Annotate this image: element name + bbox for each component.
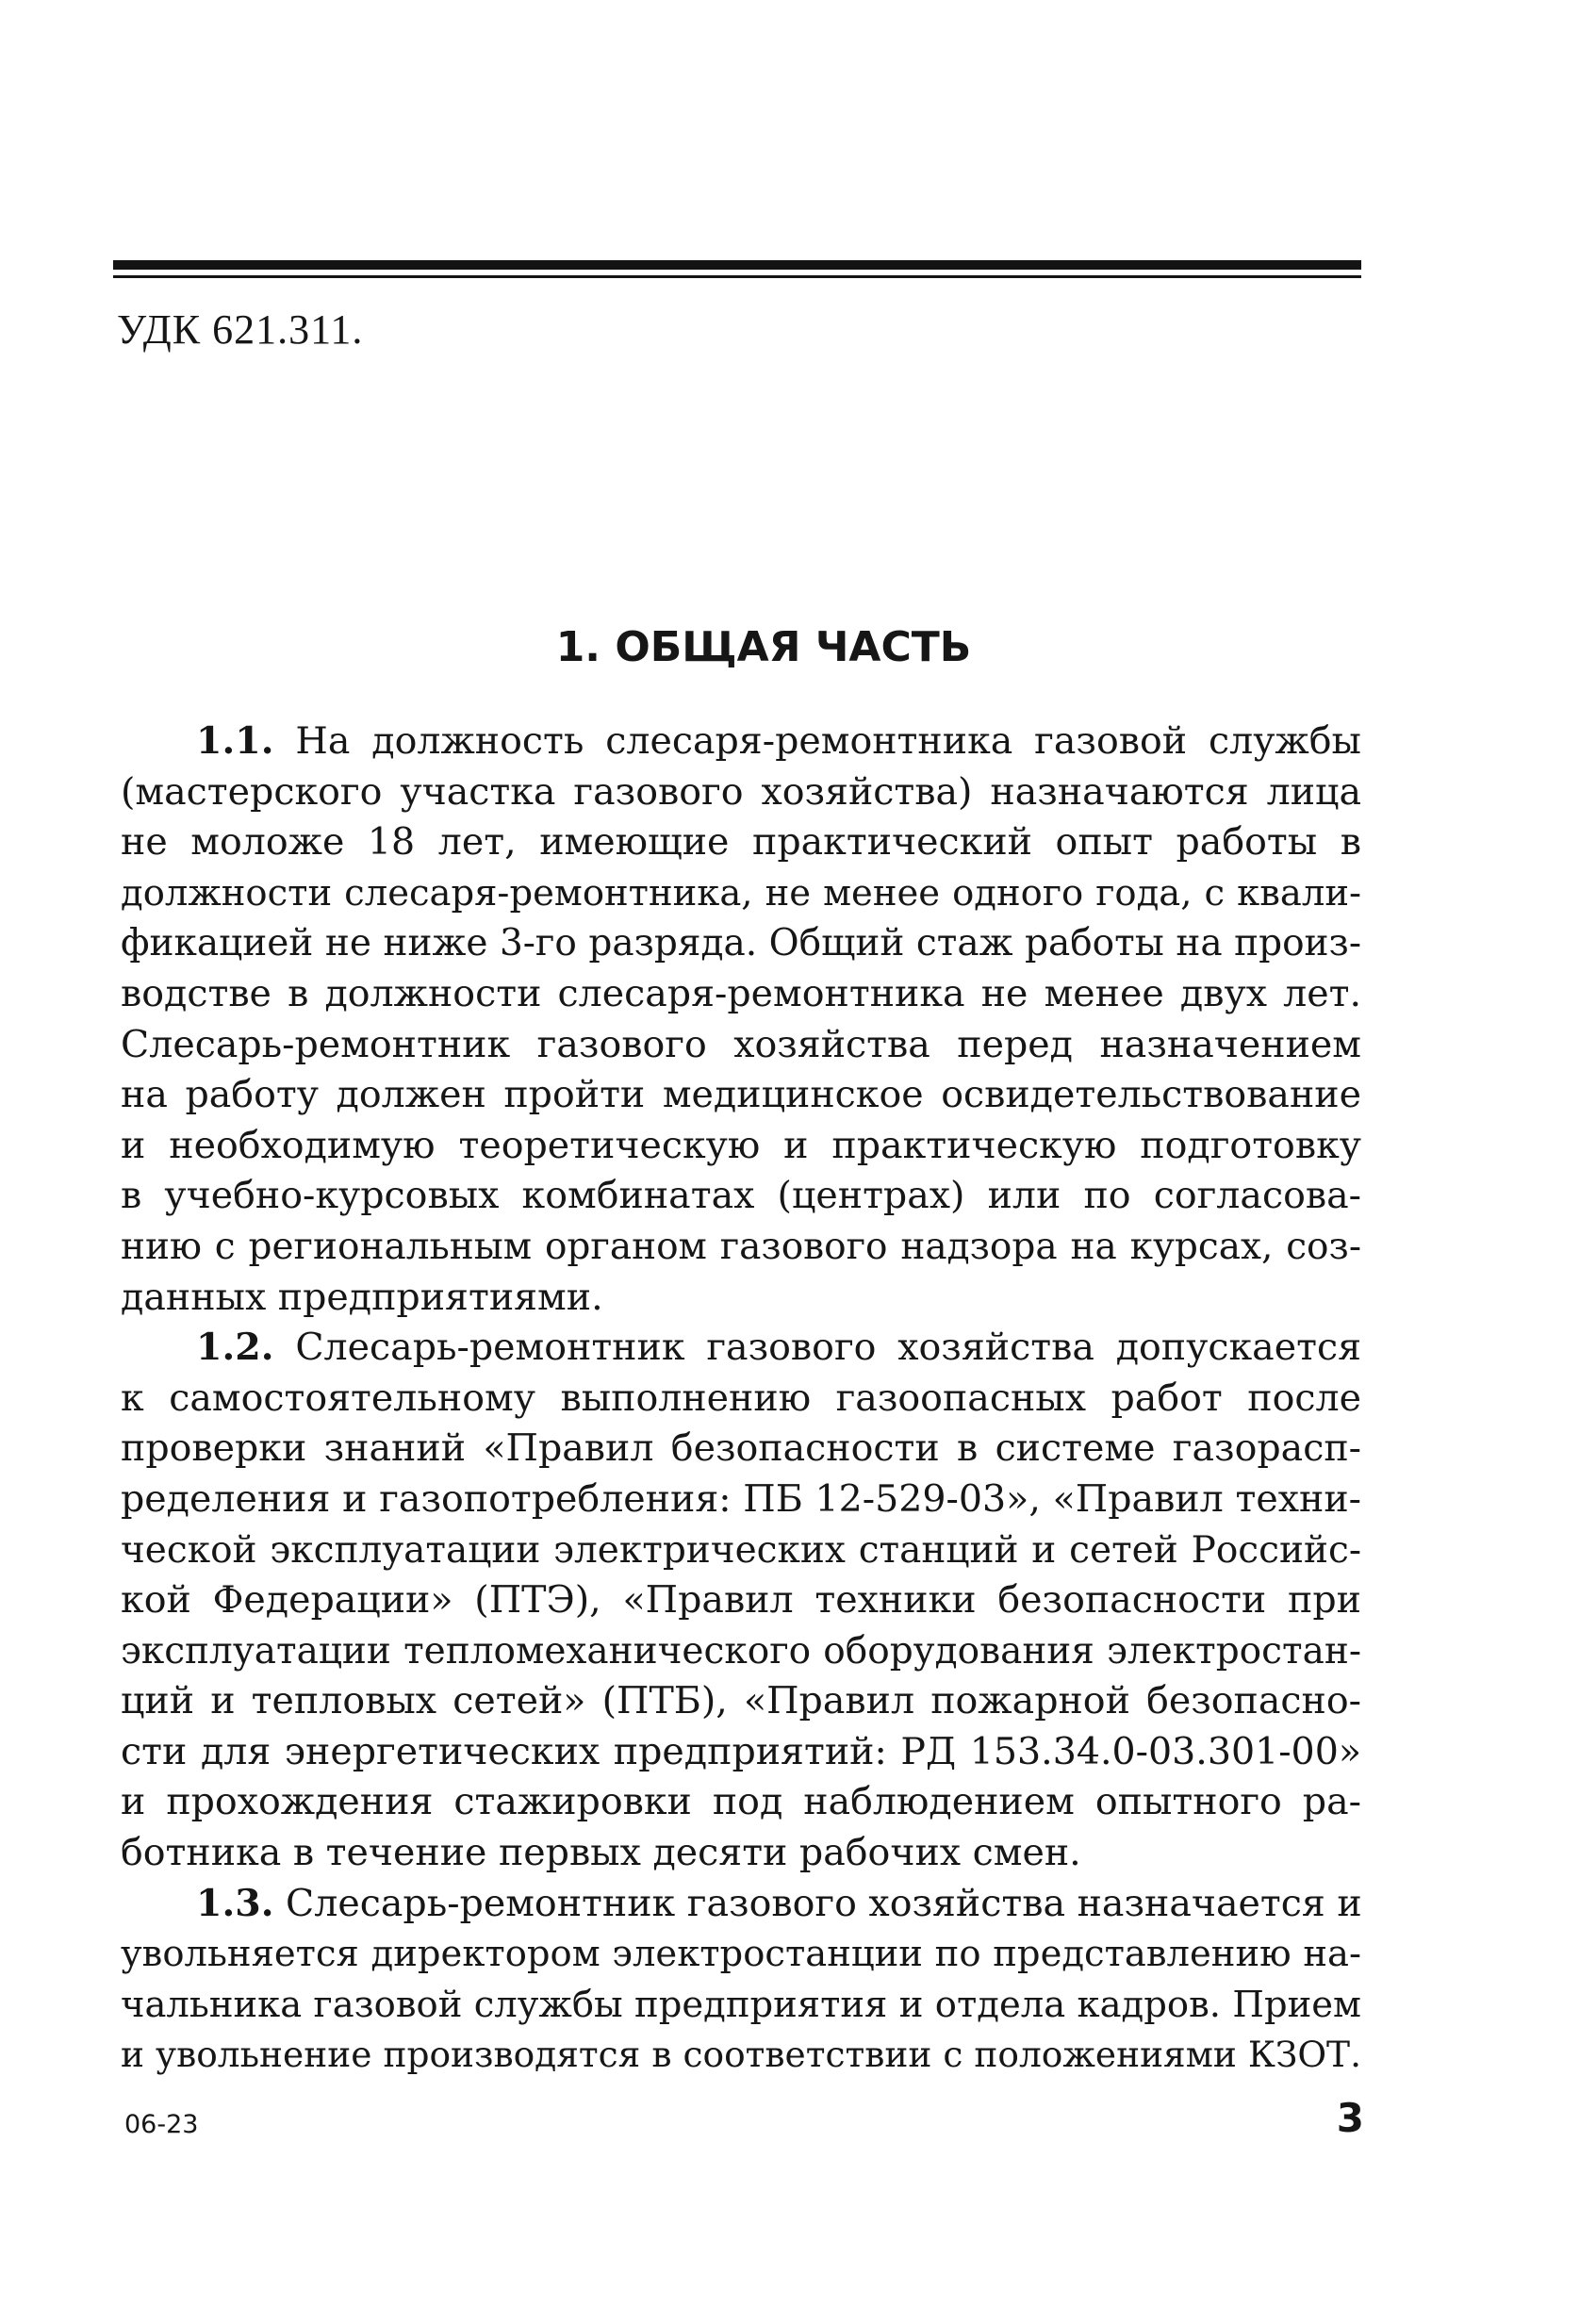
header-rule-thick: [113, 260, 1361, 270]
text-line: данных предприятиями.: [121, 1275, 603, 1319]
body-text: [121, 717, 1361, 2081]
paragraph-1-3: [121, 1879, 1361, 2081]
text-line: на работу должен пройти медицинское освидетельствование: [121, 1073, 1361, 1117]
paragraph-number: 1.3.: [196, 1881, 274, 1925]
paragraph-1-2: [121, 1323, 1361, 1879]
text-line: увольняется директором электростанции по представлению на-: [121, 1933, 1361, 1976]
text-line: 1.2. Слесарь-ремонтник газового хозяйства допускается: [196, 1326, 1361, 1370]
text-line: и прохождения стажировки под наблюдением опытного ра-: [121, 1780, 1361, 1824]
paragraph-1-1: [121, 717, 1361, 1323]
text-line: чальника газовой службы предприятия и отдела кадров. Прием: [121, 1983, 1361, 2026]
text-line: водстве в должности слесаря-ремонтника не менее двух лет.: [121, 971, 1361, 1015]
text-line: ботника в течение первых десяти рабочих смен.: [121, 1831, 1081, 1875]
text-line: (мастерского участка газового хозяйства) назначаются лица: [121, 769, 1361, 814]
text-line: ческой эксплуатации электрических станций и сетей Российс-: [121, 1528, 1361, 1572]
text-line: и увольнение производятся в соответствии с положениями КЗОТ.: [121, 2034, 1361, 2076]
header-rule-thin: [113, 275, 1361, 278]
paragraph-number: 1.1.: [196, 719, 274, 763]
text-line: и необходимую теоретическую и практическую подготовку: [121, 1123, 1361, 1167]
text-line: не моложе 18 лет, имеющие практический опыт работы в: [121, 820, 1361, 865]
text-line: проверки знаний «Правил безопасности в системе газорасп-: [121, 1426, 1361, 1471]
section-title: 1. ОБЩАЯ ЧАСТЬ: [555, 623, 972, 671]
text-line: 1.3. Слесарь-ремонтник газового хозяйства назначается и: [196, 1881, 1362, 1925]
text-line: к самостоятельному выполнению газоопасных работ после: [121, 1376, 1361, 1420]
text-line: фикацией не ниже 3-го разряда. Общий стаж работы на произ-: [121, 922, 1361, 965]
text-line: ций и тепловых сетей» (ПТБ), «Правил пожарной безопасно-: [121, 1679, 1361, 1723]
udk-code: УДК 621.311.: [117, 306, 364, 353]
paragraph-number: 1.2.: [196, 1326, 274, 1370]
text-line: 1.1. На должность слесаря-ремонтника газовой службы: [196, 719, 1361, 763]
text-line: эксплуатации тепломеханического оборудования электростан-: [121, 1629, 1361, 1673]
text-line: в учебно-курсовых комбинатах (центрах) или по согласова-: [121, 1174, 1361, 1218]
text-line: нию с региональным органом газового надзора на курсах, соз-: [121, 1225, 1361, 1268]
text-line: Слесарь-ремонтник газового хозяйства перед назначением: [121, 1022, 1361, 1066]
text-line: ределения и газопотребления: ПБ 12-529-03», «Правил техни-: [121, 1476, 1361, 1521]
text-line: должности слесаря-ремонтника, не менее одного года, с квали-: [121, 871, 1361, 915]
page-number: 3: [1336, 2095, 1364, 2141]
text-line: сти для энергетических предприятий: РД 153.34.0-03.301-00»: [121, 1729, 1361, 1773]
footer-code: 06-23: [124, 2110, 199, 2139]
text-line: кой Федерации» (ПТЭ), «Правил техники безопасности при: [121, 1578, 1361, 1623]
